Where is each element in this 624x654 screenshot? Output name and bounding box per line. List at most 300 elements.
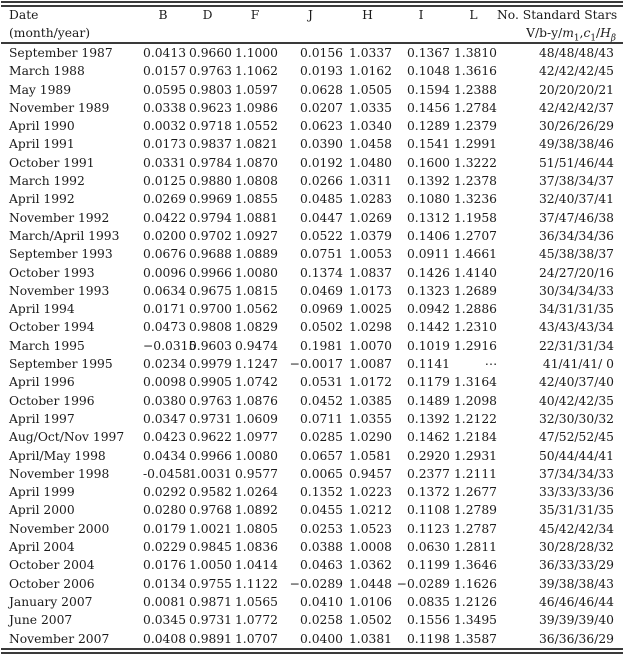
table-row bbox=[1, 575, 623, 593]
cell-stars: 37/47/46/38 bbox=[538, 210, 614, 225]
cell-l: 1.3646 bbox=[453, 558, 497, 573]
cell-d: 0.9702 bbox=[188, 228, 232, 243]
cell-h: 1.0381 bbox=[348, 631, 392, 646]
table-row bbox=[1, 300, 623, 318]
cell-f: 1.0881 bbox=[234, 210, 278, 225]
cell-h: 1.0283 bbox=[348, 192, 392, 207]
cell-d: 0.9979 bbox=[188, 357, 232, 372]
table-row bbox=[1, 520, 623, 538]
cell-f: 1.0264 bbox=[234, 485, 278, 500]
row-date: October 1996 bbox=[9, 393, 95, 408]
cell-f: 1.1000 bbox=[234, 46, 278, 60]
cell-d: 0.9755 bbox=[188, 576, 232, 591]
cell-h: 1.0172 bbox=[348, 375, 392, 390]
cell-stars: 45/42/42/34 bbox=[538, 521, 614, 536]
row-date: April 1999 bbox=[9, 485, 75, 500]
row-date: April 1990 bbox=[9, 119, 75, 134]
cell-j: 0.0522 bbox=[299, 228, 343, 243]
table-row bbox=[1, 373, 623, 391]
cell-i: 0.1392 bbox=[406, 174, 450, 189]
cell-i: 0.1600 bbox=[406, 155, 450, 170]
cell-h: 1.0008 bbox=[348, 540, 392, 555]
cell-d: 0.9808 bbox=[188, 320, 232, 335]
row-date: April 1997 bbox=[9, 411, 75, 426]
cell-j: 0.0628 bbox=[299, 82, 343, 97]
cell-d: 1.0021 bbox=[188, 521, 232, 536]
cell-j: 0.0410 bbox=[299, 594, 343, 609]
row-date: April 1994 bbox=[9, 302, 75, 317]
cell-stars: 22/31/31/34 bbox=[538, 338, 614, 353]
row-date: October 2004 bbox=[9, 558, 95, 573]
cell-i: 0.1323 bbox=[406, 283, 450, 298]
cell-i: 0.1367 bbox=[406, 46, 450, 60]
cell-j: 0.0390 bbox=[299, 137, 343, 152]
cell-b: 0.0171 bbox=[143, 302, 187, 317]
cell-f: 1.0876 bbox=[234, 393, 278, 408]
cell-stars: 39/39/39/40 bbox=[538, 613, 614, 628]
table-row bbox=[1, 318, 623, 336]
header-spacer bbox=[143, 25, 497, 44]
table-row bbox=[1, 410, 623, 428]
cell-f: 0.9474 bbox=[234, 338, 278, 353]
table-header bbox=[1, 4, 623, 43]
cell-d: 0.9603 bbox=[188, 338, 232, 353]
cell-i: 0.1123 bbox=[406, 521, 450, 536]
table-row bbox=[1, 355, 623, 373]
cell-j: 0.1981 bbox=[299, 338, 343, 353]
cell-l: 1.2388 bbox=[453, 82, 497, 97]
cell-b: 0.0331 bbox=[143, 155, 187, 170]
table-row bbox=[1, 99, 623, 117]
cell-h: 1.0223 bbox=[348, 485, 392, 500]
cell-i: 0.1442 bbox=[406, 320, 450, 335]
cell-f: 1.0805 bbox=[234, 521, 278, 536]
cell-f: 1.1247 bbox=[234, 357, 278, 372]
cell-i: 0.0630 bbox=[406, 540, 450, 555]
table-row bbox=[1, 556, 623, 574]
cell-b: 0.0096 bbox=[143, 265, 187, 280]
cell-f: 1.0565 bbox=[234, 594, 278, 609]
cell-b: 0.0032 bbox=[143, 119, 187, 134]
table-row bbox=[1, 245, 623, 263]
cell-b: 0.0338 bbox=[143, 100, 187, 115]
cell-b: 0.0234 bbox=[143, 357, 187, 372]
cell-stars: 36/36/36/29 bbox=[538, 631, 614, 646]
cell-l: 1.2378 bbox=[453, 174, 497, 189]
cell-b: 0.0200 bbox=[143, 228, 187, 243]
cell-i: 0.1048 bbox=[406, 64, 450, 79]
col-header-b: B bbox=[158, 8, 168, 22]
cell-f: 1.0707 bbox=[234, 631, 278, 646]
cell-l: 1.3222 bbox=[453, 155, 497, 170]
cell-i: 0.1141 bbox=[406, 357, 450, 372]
cell-l: 1.4140 bbox=[453, 265, 497, 280]
table-row bbox=[1, 264, 623, 282]
cell-b: 0.0134 bbox=[143, 576, 187, 591]
cell-h: 1.0298 bbox=[348, 320, 392, 335]
col-header-h: H bbox=[362, 8, 373, 22]
cell-i: 0.0942 bbox=[406, 302, 450, 317]
row-date: November 2007 bbox=[9, 631, 110, 646]
cell-b: 0.0634 bbox=[143, 283, 187, 298]
cell-l: 1.2111 bbox=[453, 466, 497, 481]
cell-h: 1.0290 bbox=[348, 430, 392, 445]
cell-stars: 42/42/42/37 bbox=[538, 100, 614, 115]
cell-i: 0.0911 bbox=[406, 247, 450, 262]
cell-i: 0.1080 bbox=[406, 192, 450, 207]
cell-b: 0.0081 bbox=[143, 594, 187, 609]
cell-b: 0.0179 bbox=[143, 521, 187, 536]
cell-d: 0.9845 bbox=[188, 540, 232, 555]
cell-stars: 20/20/20/21 bbox=[538, 82, 614, 97]
table-body bbox=[1, 43, 623, 651]
cell-d: 0.9622 bbox=[188, 430, 232, 445]
cell-h: 1.0523 bbox=[348, 521, 392, 536]
cell-l: ⋯ bbox=[484, 357, 497, 372]
cell-f: 1.0552 bbox=[234, 119, 278, 134]
row-date: April 1991 bbox=[9, 137, 75, 152]
cell-stars: 33/33/33/36 bbox=[538, 485, 614, 500]
cell-l: 1.2931 bbox=[453, 448, 497, 463]
cell-j: 0.0065 bbox=[299, 466, 343, 481]
cell-stars: 45/38/38/37 bbox=[538, 247, 614, 262]
cell-f: 1.0815 bbox=[234, 283, 278, 298]
cell-d: 0.9803 bbox=[188, 82, 232, 97]
cell-d: 0.9718 bbox=[188, 119, 232, 134]
row-date: March 1995 bbox=[9, 338, 85, 353]
table-row bbox=[1, 282, 623, 300]
cell-l: 1.2991 bbox=[453, 137, 497, 152]
cell-j: 0.0207 bbox=[299, 100, 343, 115]
cell-stars: 43/43/43/34 bbox=[538, 320, 614, 335]
cell-i: 0.0835 bbox=[406, 594, 450, 609]
cell-h: 1.0505 bbox=[348, 82, 392, 97]
cell-j: −0.0289 bbox=[289, 576, 343, 591]
col-header-f: F bbox=[250, 8, 260, 22]
cell-f: 1.0562 bbox=[234, 302, 278, 317]
cell-l: 1.2916 bbox=[453, 338, 497, 353]
cell-h: 1.0025 bbox=[348, 302, 392, 317]
row-date: November 1998 bbox=[9, 466, 110, 481]
cell-b: 0.0408 bbox=[143, 631, 187, 646]
cell-b: 0.0473 bbox=[143, 320, 187, 335]
cell-i: 0.1019 bbox=[406, 338, 450, 353]
cell-i: 0.1489 bbox=[406, 393, 450, 408]
cell-f: 1.1062 bbox=[234, 64, 278, 79]
cell-l: 1.1958 bbox=[453, 210, 497, 225]
cell-stars: 32/40/37/41 bbox=[538, 192, 614, 207]
cell-stars: 41/41/41/ 0 bbox=[542, 357, 614, 372]
cell-b: 0.0125 bbox=[143, 174, 187, 189]
cell-f: 1.0855 bbox=[234, 192, 278, 207]
cell-f: 1.0977 bbox=[234, 430, 278, 445]
cell-l: 1.3810 bbox=[453, 46, 497, 60]
cell-d: 0.9582 bbox=[188, 485, 232, 500]
cell-d: 0.9784 bbox=[188, 155, 232, 170]
cell-b: 0.0676 bbox=[143, 247, 187, 262]
cell-j: 0.0452 bbox=[299, 393, 343, 408]
cell-j: 0.0192 bbox=[299, 155, 343, 170]
cell-j: 0.0502 bbox=[299, 320, 343, 335]
cell-h: 1.0335 bbox=[348, 100, 392, 115]
cell-h: 1.0053 bbox=[348, 247, 392, 262]
cell-i: 0.1179 bbox=[406, 375, 450, 390]
cell-i: 0.1289 bbox=[406, 119, 450, 134]
col-header-l: L bbox=[469, 8, 478, 22]
cell-i: 0.1426 bbox=[406, 265, 450, 280]
cell-b: −0.0315 bbox=[143, 338, 197, 353]
cell-stars: 42/42/42/45 bbox=[538, 64, 614, 79]
cell-h: 1.0340 bbox=[348, 119, 392, 134]
cell-b: -0.0458 bbox=[143, 466, 191, 481]
cell-stars: 30/28/28/32 bbox=[538, 540, 614, 555]
cell-j: 0.1352 bbox=[299, 485, 343, 500]
cell-f: 1.0597 bbox=[234, 82, 278, 97]
cell-b: 0.0098 bbox=[143, 375, 187, 390]
standard-stars-table bbox=[1, 1, 623, 654]
col-header-date-line2: (month/year) bbox=[1, 25, 143, 44]
row-date: September 1987 bbox=[9, 46, 113, 60]
row-date: March 1992 bbox=[9, 174, 85, 189]
cell-d: 1.0031 bbox=[188, 466, 232, 481]
col-header-stars-line1: No. Standard Stars bbox=[497, 8, 618, 22]
cell-f: 1.0821 bbox=[234, 137, 278, 152]
cell-l: 1.2677 bbox=[453, 485, 497, 500]
cell-stars: 39/38/38/43 bbox=[538, 576, 614, 591]
table-row bbox=[1, 135, 623, 153]
cell-j: 0.0388 bbox=[299, 540, 343, 555]
cell-b: 0.0173 bbox=[143, 137, 187, 152]
cell-i: 0.2920 bbox=[406, 448, 450, 463]
cell-j: 0.0623 bbox=[299, 119, 343, 134]
cell-h: 1.0162 bbox=[348, 64, 392, 79]
row-date: October 1991 bbox=[9, 155, 95, 170]
row-date: March/April 1993 bbox=[9, 228, 120, 243]
cell-stars: 40/42/42/35 bbox=[538, 393, 614, 408]
cell-l: 1.2689 bbox=[453, 283, 497, 298]
row-date: April 2000 bbox=[9, 503, 75, 518]
cell-f: 1.0986 bbox=[234, 100, 278, 115]
cell-stars: 34/31/31/35 bbox=[538, 302, 614, 317]
cell-l: 1.2184 bbox=[453, 430, 497, 445]
cell-d: 0.9871 bbox=[188, 594, 232, 609]
cell-h: 1.0362 bbox=[348, 558, 392, 573]
cell-d: 0.9891 bbox=[188, 631, 232, 646]
cell-h: 1.0087 bbox=[348, 357, 392, 372]
cell-l: 1.2310 bbox=[453, 320, 497, 335]
cell-d: 0.9700 bbox=[188, 302, 232, 317]
cell-h: 1.0212 bbox=[348, 503, 392, 518]
row-date: Aug/Oct/Nov 1997 bbox=[9, 430, 125, 445]
cell-h: 1.0379 bbox=[348, 228, 392, 243]
cell-d: 0.9731 bbox=[188, 613, 232, 628]
cell-i: 0.1462 bbox=[406, 430, 450, 445]
cell-i: 0.1556 bbox=[406, 613, 450, 628]
cell-h: 1.0385 bbox=[348, 393, 392, 408]
cell-stars: 47/52/52/45 bbox=[538, 430, 614, 445]
cell-b: 0.0176 bbox=[143, 558, 187, 573]
cell-i: 0.1372 bbox=[406, 485, 450, 500]
cell-d: 0.9763 bbox=[188, 393, 232, 408]
cell-stars: 37/38/34/37 bbox=[538, 174, 614, 189]
row-date: November 2000 bbox=[9, 521, 110, 536]
cell-d: 0.9768 bbox=[188, 503, 232, 518]
row-date: November 1992 bbox=[9, 210, 110, 225]
cell-j: 0.0193 bbox=[299, 64, 343, 79]
cell-f: 1.0836 bbox=[234, 540, 278, 555]
cell-stars: 36/34/34/36 bbox=[538, 228, 614, 243]
cell-l: 1.3616 bbox=[453, 64, 497, 79]
cell-f: 1.0414 bbox=[234, 558, 278, 573]
cell-h: 1.0581 bbox=[348, 448, 392, 463]
row-date: March 1988 bbox=[9, 64, 85, 79]
table-row bbox=[1, 43, 623, 62]
cell-j: 0.0447 bbox=[299, 210, 343, 225]
cell-b: 0.0229 bbox=[143, 540, 187, 555]
cell-stars: 35/31/31/35 bbox=[538, 503, 614, 518]
cell-l: 1.2126 bbox=[453, 594, 497, 609]
cell-l: 1.2122 bbox=[453, 411, 497, 426]
cell-b: 0.0345 bbox=[143, 613, 187, 628]
cell-l: 1.3236 bbox=[453, 192, 497, 207]
cell-d: 0.9880 bbox=[188, 174, 232, 189]
cell-h: 1.0173 bbox=[348, 283, 392, 298]
cell-j: 0.0253 bbox=[299, 521, 343, 536]
cell-l: 1.2787 bbox=[453, 521, 497, 536]
table-row bbox=[1, 501, 623, 519]
col-header-stars-line2: $V/b-y/m_1,c_1/H_\beta$ bbox=[497, 25, 623, 44]
table-row bbox=[1, 190, 623, 208]
cell-f: 1.0742 bbox=[234, 375, 278, 390]
cell-j: 0.0285 bbox=[299, 430, 343, 445]
cell-f: 0.9577 bbox=[234, 466, 278, 481]
cell-i: 0.1108 bbox=[406, 503, 450, 518]
cell-b: 0.0269 bbox=[143, 192, 187, 207]
table-row bbox=[1, 117, 623, 135]
cell-d: 1.0050 bbox=[188, 558, 232, 573]
cell-j: −0.0017 bbox=[289, 357, 343, 372]
cell-f: 1.0772 bbox=[234, 613, 278, 628]
table-row bbox=[1, 630, 623, 651]
cell-h: 1.0070 bbox=[348, 338, 392, 353]
row-date: January 2007 bbox=[9, 594, 93, 609]
cell-stars: 51/51/46/44 bbox=[538, 155, 614, 170]
cell-stars: 42/40/37/40 bbox=[538, 375, 614, 390]
row-date: April 1992 bbox=[9, 192, 75, 207]
row-date: November 1993 bbox=[9, 283, 110, 298]
cell-h: 0.9457 bbox=[348, 466, 392, 481]
cell-j: 0.0969 bbox=[299, 302, 343, 317]
cell-j: 0.0485 bbox=[299, 192, 343, 207]
cell-stars: 24/27/20/16 bbox=[538, 265, 614, 280]
cell-h: 1.0355 bbox=[348, 411, 392, 426]
cell-f: 1.0892 bbox=[234, 503, 278, 518]
cell-stars: 37/34/34/33 bbox=[538, 466, 614, 481]
cell-l: 1.1626 bbox=[453, 576, 497, 591]
table-row bbox=[1, 483, 623, 501]
cell-b: 0.0423 bbox=[143, 430, 187, 445]
cell-d: 0.9837 bbox=[188, 137, 232, 152]
cell-b: 0.0380 bbox=[143, 393, 187, 408]
cell-stars: 46/46/46/44 bbox=[538, 594, 614, 609]
table-row bbox=[1, 62, 623, 80]
row-date: October 1994 bbox=[9, 320, 95, 335]
row-date: April/May 1998 bbox=[9, 448, 106, 463]
cell-d: 0.9688 bbox=[188, 247, 232, 262]
cell-i: 0.1198 bbox=[406, 631, 450, 646]
cell-h: 1.0458 bbox=[348, 137, 392, 152]
row-date: October 2006 bbox=[9, 576, 95, 591]
cell-l: 1.4661 bbox=[453, 247, 497, 262]
cell-i: 0.2377 bbox=[406, 466, 450, 481]
cell-d: 0.9966 bbox=[188, 265, 232, 280]
cell-j: 0.0711 bbox=[299, 411, 343, 426]
cell-stars: 30/34/34/33 bbox=[538, 283, 614, 298]
row-date: October 1993 bbox=[9, 265, 95, 280]
cell-i: 0.1594 bbox=[406, 82, 450, 97]
table-row bbox=[1, 154, 623, 172]
cell-f: 1.0808 bbox=[234, 174, 278, 189]
cell-d: 0.9794 bbox=[188, 210, 232, 225]
cell-i: 0.1541 bbox=[406, 137, 450, 152]
cell-j: 0.0400 bbox=[299, 631, 343, 646]
cell-l: 1.2784 bbox=[453, 100, 497, 115]
cell-i: −0.0289 bbox=[396, 576, 450, 591]
col-header-d: D bbox=[202, 8, 213, 22]
cell-l: 1.3587 bbox=[453, 631, 497, 646]
cell-h: 1.0311 bbox=[348, 174, 392, 189]
cell-stars: 50/44/44/41 bbox=[538, 448, 614, 463]
cell-d: 0.9763 bbox=[188, 64, 232, 79]
cell-j: 0.0156 bbox=[299, 46, 343, 60]
cell-j: 0.0531 bbox=[299, 375, 343, 390]
cell-stars: 36/33/33/29 bbox=[538, 558, 614, 573]
cell-l: 1.3495 bbox=[453, 613, 497, 628]
cell-stars: 48/48/48/43 bbox=[538, 46, 614, 60]
table-row bbox=[1, 209, 623, 227]
table-row bbox=[1, 392, 623, 410]
table-row bbox=[1, 611, 623, 629]
cell-d: 0.9969 bbox=[188, 192, 232, 207]
table-row bbox=[1, 172, 623, 190]
cell-j: 0.0455 bbox=[299, 503, 343, 518]
row-date: September 1995 bbox=[9, 357, 113, 372]
cell-b: 0.0595 bbox=[143, 82, 187, 97]
table-row bbox=[1, 337, 623, 355]
cell-f: 1.0927 bbox=[234, 228, 278, 243]
table-row bbox=[1, 465, 623, 483]
cell-h: 1.0337 bbox=[348, 46, 392, 60]
row-date: June 2007 bbox=[9, 613, 73, 628]
cell-b: 0.0280 bbox=[143, 503, 187, 518]
row-date: May 1989 bbox=[9, 82, 72, 97]
row-date: April 1996 bbox=[9, 375, 75, 390]
cell-stars: 30/26/26/29 bbox=[538, 119, 614, 134]
cell-b: 0.0413 bbox=[143, 46, 187, 60]
cell-l: 1.2789 bbox=[453, 503, 497, 518]
cell-j: 0.0751 bbox=[299, 247, 343, 262]
cell-i: 0.1406 bbox=[406, 228, 450, 243]
cell-f: 1.1122 bbox=[234, 576, 278, 591]
col-header-i: I bbox=[418, 8, 424, 22]
cell-b: 0.0292 bbox=[143, 485, 187, 500]
cell-d: 0.9623 bbox=[188, 100, 232, 115]
cell-stars: 49/38/38/46 bbox=[538, 137, 614, 152]
cell-i: 0.1456 bbox=[406, 100, 450, 115]
table-row bbox=[1, 428, 623, 446]
cell-f: 1.0080 bbox=[234, 265, 278, 280]
cell-b: 0.0157 bbox=[143, 64, 187, 79]
